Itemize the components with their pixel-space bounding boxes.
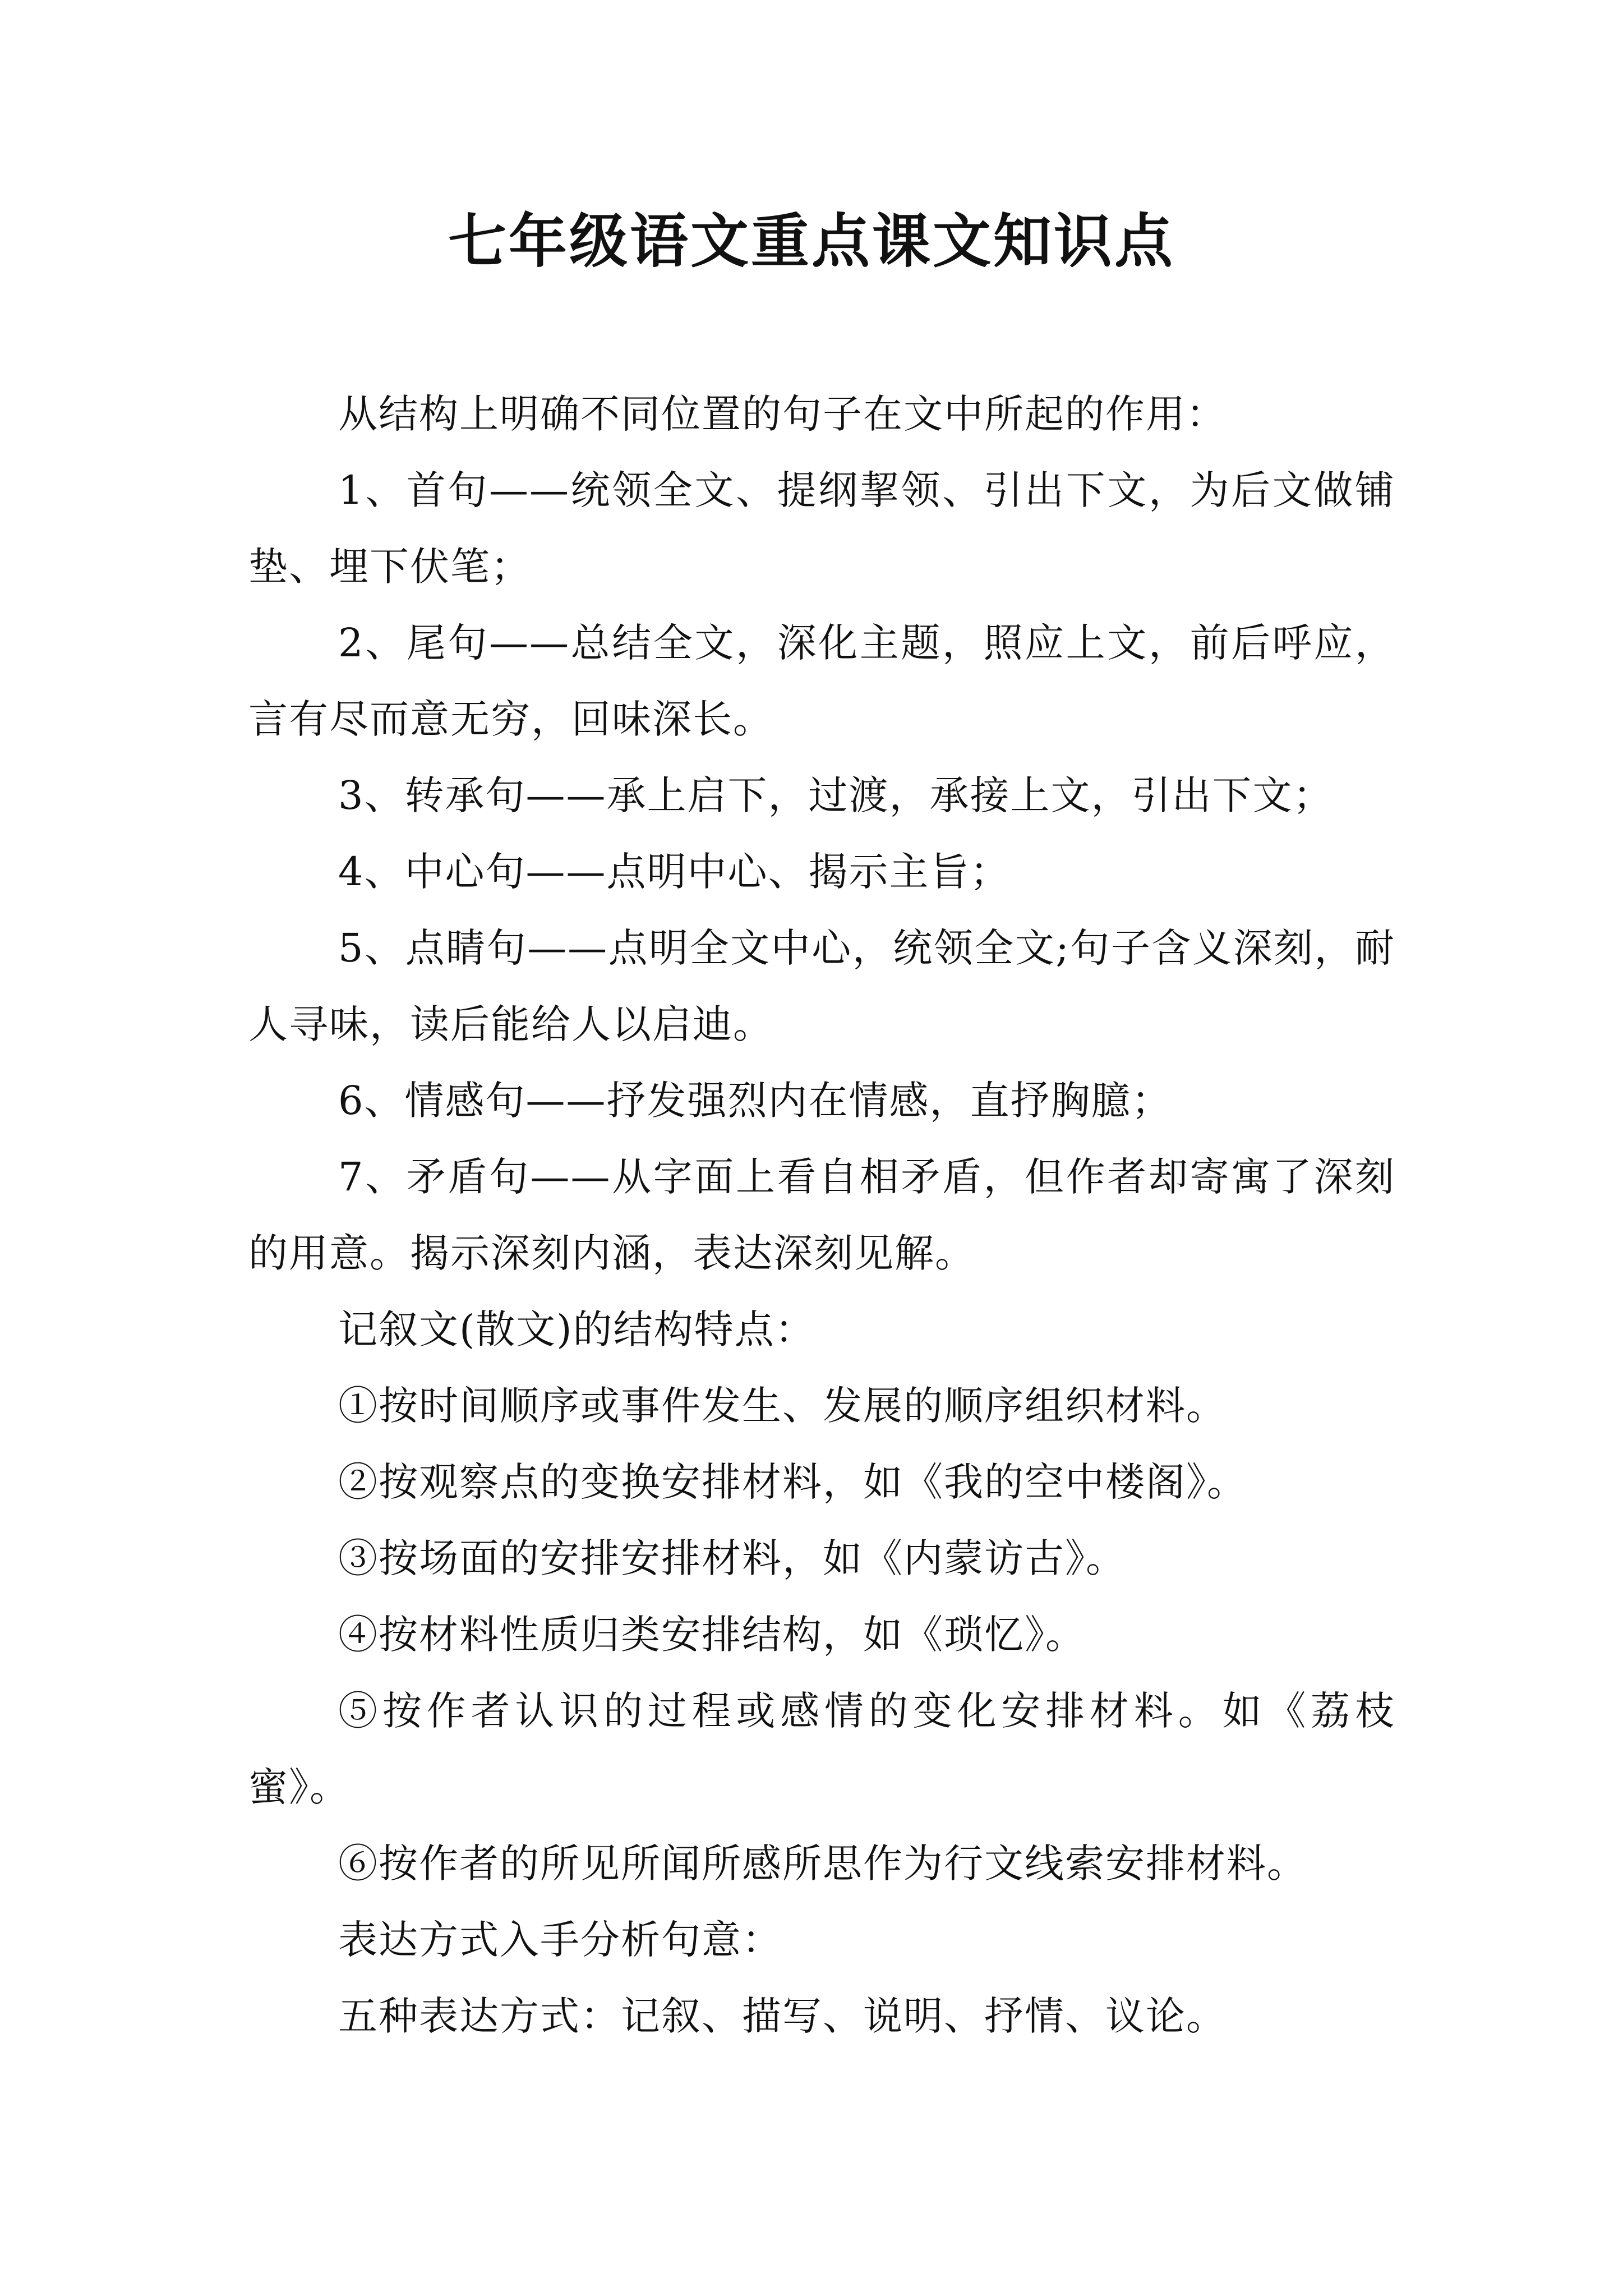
list-item-structure-1: ①按时间顺序或事件发生、发展的顺序组织材料。	[338, 1383, 1227, 1429]
list-item-structure-6: ⑥按作者的所见所闻所感所思作为行文线索安排材料。	[338, 1841, 1307, 1887]
paragraph-transition-sentence: 3、转承句——承上启下，过渡，承接上文，引出下文；	[338, 772, 1334, 818]
document-body	[248, 376, 1395, 2054]
paragraph-five-expressions: 五种表达方式：记叙、描写、说明、抒情、议论。	[338, 1993, 1227, 2039]
list-item-structure-5: ⑤按作者认识的过程或感情的变化安排材料。如《荔枝蜜》。	[248, 1688, 1395, 1810]
paragraph-paradox-sentence: 7、矛盾句——从字面上看自相矛盾，但作者却寄寓了深刻的用意。揭示深刻内涵，表达深刻见解。	[248, 1154, 1395, 1276]
list-item-structure-3: ③按场面的安排安排材料，如《内蒙访古》。	[338, 1535, 1126, 1581]
document-title: 七年级语文重点课文知识点	[448, 206, 1175, 275]
list-item-structure-4: ④按材料性质归类安排结构，如《琐忆》。	[338, 1612, 1086, 1658]
paragraph-structure-intro: 从结构上明确不同位置的句子在文中所起的作用：	[338, 391, 1227, 437]
paragraph-central-sentence: 4、中心句——点明中心、揭示主旨；	[338, 849, 1011, 895]
paragraph-narrative-structure-heading: 记叙文(散文)的结构特点：	[338, 1306, 815, 1352]
paragraph-emotion-sentence: 6、情感句——抒发强烈内在情感，直抒胸臆；	[338, 1078, 1172, 1124]
paragraph-last-sentence: 2、尾句——总结全文，深化主题，照应上文，前后呼应，言有尽而意无穷，回味深长。	[248, 620, 1395, 742]
paragraph-first-sentence: 1、首句——统领全文、提纲挈领、引出下文，为后文做铺垫、埋下伏笔；	[248, 467, 1395, 590]
paragraph-key-sentence: 5、点睛句——点明全文中心，统领全文;句子含义深刻，耐人寻味，读后能给人以启迪。	[248, 925, 1395, 1047]
list-item-structure-2: ②按观察点的变换安排材料，如《我的空中楼阁》。	[338, 1459, 1247, 1505]
paragraph-expression-heading: 表达方式入手分析句意：	[338, 1917, 782, 1963]
